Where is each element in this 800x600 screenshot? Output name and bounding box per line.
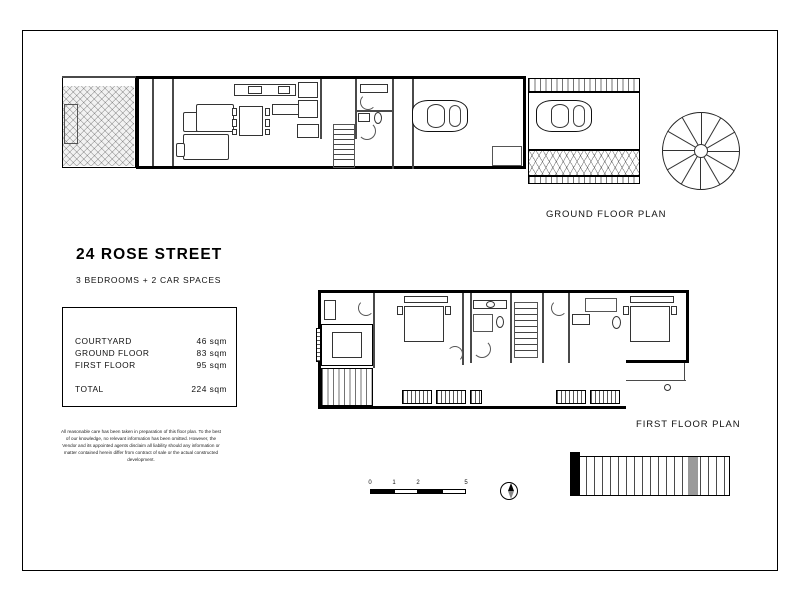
stair-tread (334, 139, 354, 140)
door-swing-ensuite (551, 300, 567, 316)
section-rib (700, 457, 701, 495)
area-value: 95 sqm (196, 360, 227, 370)
ground-stair-outline (333, 124, 355, 168)
north-arrow-tail-icon (508, 491, 514, 499)
section-rib (642, 457, 643, 495)
section-rib (634, 457, 635, 495)
first-balcony-edge (626, 380, 686, 381)
powder-room-wall-right (392, 79, 394, 169)
stair-tread (515, 338, 537, 339)
stair-wall (542, 293, 544, 363)
section-rib (724, 457, 725, 495)
section-rib (650, 457, 651, 495)
scale-segment (418, 489, 442, 494)
living-sofa-left (183, 134, 229, 160)
area-label: FIRST FLOOR (75, 360, 136, 370)
first-balcony-edge-2 (684, 363, 685, 381)
door-swing-laundry (360, 94, 376, 110)
bathroom-basin (486, 301, 495, 308)
bedroom2-bed (404, 306, 444, 342)
ensuite-wc (612, 316, 621, 329)
stair-tread (334, 134, 354, 135)
section-rib (626, 457, 627, 495)
first-wall-right (686, 290, 689, 363)
ground-wall-right (523, 76, 526, 169)
area-value: 46 sqm (196, 336, 227, 346)
first-rear-balcony (321, 368, 373, 406)
stair-tread (515, 308, 537, 309)
front-garden-grass (528, 150, 640, 176)
ensuite-vanity (572, 314, 590, 325)
master-bedside-right (671, 306, 677, 315)
bedroom2-bedside-left (397, 306, 403, 315)
tree-trunk (694, 144, 708, 158)
footpath-hatch (528, 176, 640, 184)
area-total-value: 224 sqm (191, 384, 227, 394)
first-wall-bottom (318, 406, 626, 409)
stair-tread (515, 326, 537, 327)
living-coffee-table (176, 143, 185, 157)
section-rib (618, 457, 619, 495)
area-schedule (62, 307, 237, 407)
disclaimer-text: All reasonable care has been taken in preparation of this floor plan. To the best of our knowledge, no relevant information has been omitted. However, the Vendor and its appointed agents disclaim all liability should any information or matter contained herein differ from contract of sale or the actual constructed development. (60, 429, 222, 463)
first-window-2 (436, 390, 466, 404)
powder-vanity (358, 113, 370, 122)
section-highlight-bay (688, 457, 698, 495)
car-carport (536, 100, 592, 132)
ensuite-bath (585, 298, 617, 312)
ground-floor-plan-label: GROUND FLOOR PLAN (546, 209, 667, 220)
dining-chair-3 (232, 129, 237, 135)
scale-segment (394, 489, 418, 494)
door-swing-bedroom2 (447, 346, 463, 362)
section-rib (674, 457, 675, 495)
section-rib (586, 457, 587, 495)
stair-tread (515, 350, 537, 351)
dining-chair-5 (265, 119, 270, 127)
ground-wall-top (136, 76, 526, 79)
bedroom3-wardrobe (324, 300, 336, 320)
dining-table (239, 106, 263, 136)
living-rug (196, 104, 234, 132)
stair-tread (515, 314, 537, 315)
section-rib (716, 457, 717, 495)
first-wall-right-upper (626, 290, 689, 293)
section-rib (594, 457, 595, 495)
dining-chair-1 (232, 108, 237, 116)
front-deck-hatch (528, 78, 640, 92)
wc-pan-icon (374, 112, 382, 124)
laundry-unit (360, 84, 388, 93)
north-point (500, 482, 520, 502)
section-rib (666, 457, 667, 495)
bathroom-wc (496, 316, 504, 328)
powder-room-wall-left (355, 79, 357, 139)
balcony-planter (664, 384, 671, 391)
first-window-5 (590, 390, 620, 404)
master-bedside-left (623, 306, 629, 315)
kitchen-wall (320, 79, 322, 139)
page-subtitle: 3 BEDROOMS + 2 CAR SPACES (76, 275, 222, 285)
ground-wall-left (136, 76, 139, 169)
bathroom-wall-left (470, 293, 472, 363)
kitchen-pantry (298, 82, 318, 98)
stair-tread (334, 144, 354, 145)
door-swing-bathroom (473, 340, 491, 358)
north-arrow-icon (508, 483, 514, 491)
bathroom-shower (473, 314, 493, 332)
area-value: 83 sqm (196, 348, 227, 358)
scale-segment (370, 489, 394, 494)
stair-tread (334, 154, 354, 155)
dining-chair-2 (232, 119, 237, 127)
scale-tick-label: 1 (392, 480, 396, 486)
first-window-3 (470, 390, 482, 404)
first-window-4 (556, 390, 586, 404)
first-wall-top (318, 290, 626, 293)
section-rib (602, 457, 603, 495)
stair-tread (334, 129, 354, 130)
bedroom3-bed (332, 332, 362, 358)
ground-corridor-wall-2 (172, 79, 174, 166)
stair-tread (515, 320, 537, 321)
scale-tick-label: 5 (464, 480, 468, 486)
bedroom2-bedside-right (445, 306, 451, 315)
scale-bar (368, 480, 498, 502)
area-label: COURTYARD (75, 336, 132, 346)
kitchen-fridge (298, 100, 318, 118)
bathroom-wall-right (510, 293, 512, 363)
page-title: 24 ROSE STREET (76, 246, 223, 263)
kitchen-sink (278, 86, 290, 94)
ground-wall-bottom (136, 166, 526, 169)
section-rib (682, 457, 683, 495)
section-rib (610, 457, 611, 495)
bedroom2-wardrobe (404, 296, 448, 303)
car-garage (412, 100, 468, 132)
courtyard-wall-detail (62, 76, 136, 78)
ground-corridor-wall (152, 79, 154, 166)
courtyard-step (64, 104, 78, 144)
first-floor-plan-label: FIRST FLOOR PLAN (636, 419, 741, 430)
master-wardrobe (630, 296, 674, 303)
door-swing-powder (358, 122, 376, 140)
garage-door-line (492, 146, 522, 166)
kitchen-cupboard-low (297, 124, 319, 138)
dining-chair-6 (265, 129, 270, 135)
bedroom3-window-left (316, 328, 321, 362)
area-label: GROUND FLOOR (75, 348, 150, 358)
kitchen-cooktop (248, 86, 262, 94)
scale-tick-label: 0 (368, 480, 372, 486)
ensuite-wall-left (568, 293, 570, 363)
stair-tread (515, 332, 537, 333)
stair-tread (515, 344, 537, 345)
powder-room-wall-mid (356, 110, 393, 112)
section-rib (658, 457, 659, 495)
master-bed (630, 306, 670, 342)
scale-tick-label: 2 (416, 480, 420, 486)
scale-segment (442, 489, 466, 494)
door-swing-bedroom3 (358, 300, 374, 316)
section-left-pier (570, 452, 580, 496)
stair-tread (334, 159, 354, 160)
first-wall-right-lower (626, 360, 689, 363)
area-total-label: TOTAL (75, 384, 104, 394)
stair-tread (334, 149, 354, 150)
first-window-1 (402, 390, 432, 404)
section-rib (708, 457, 709, 495)
dining-chair-4 (265, 108, 270, 116)
